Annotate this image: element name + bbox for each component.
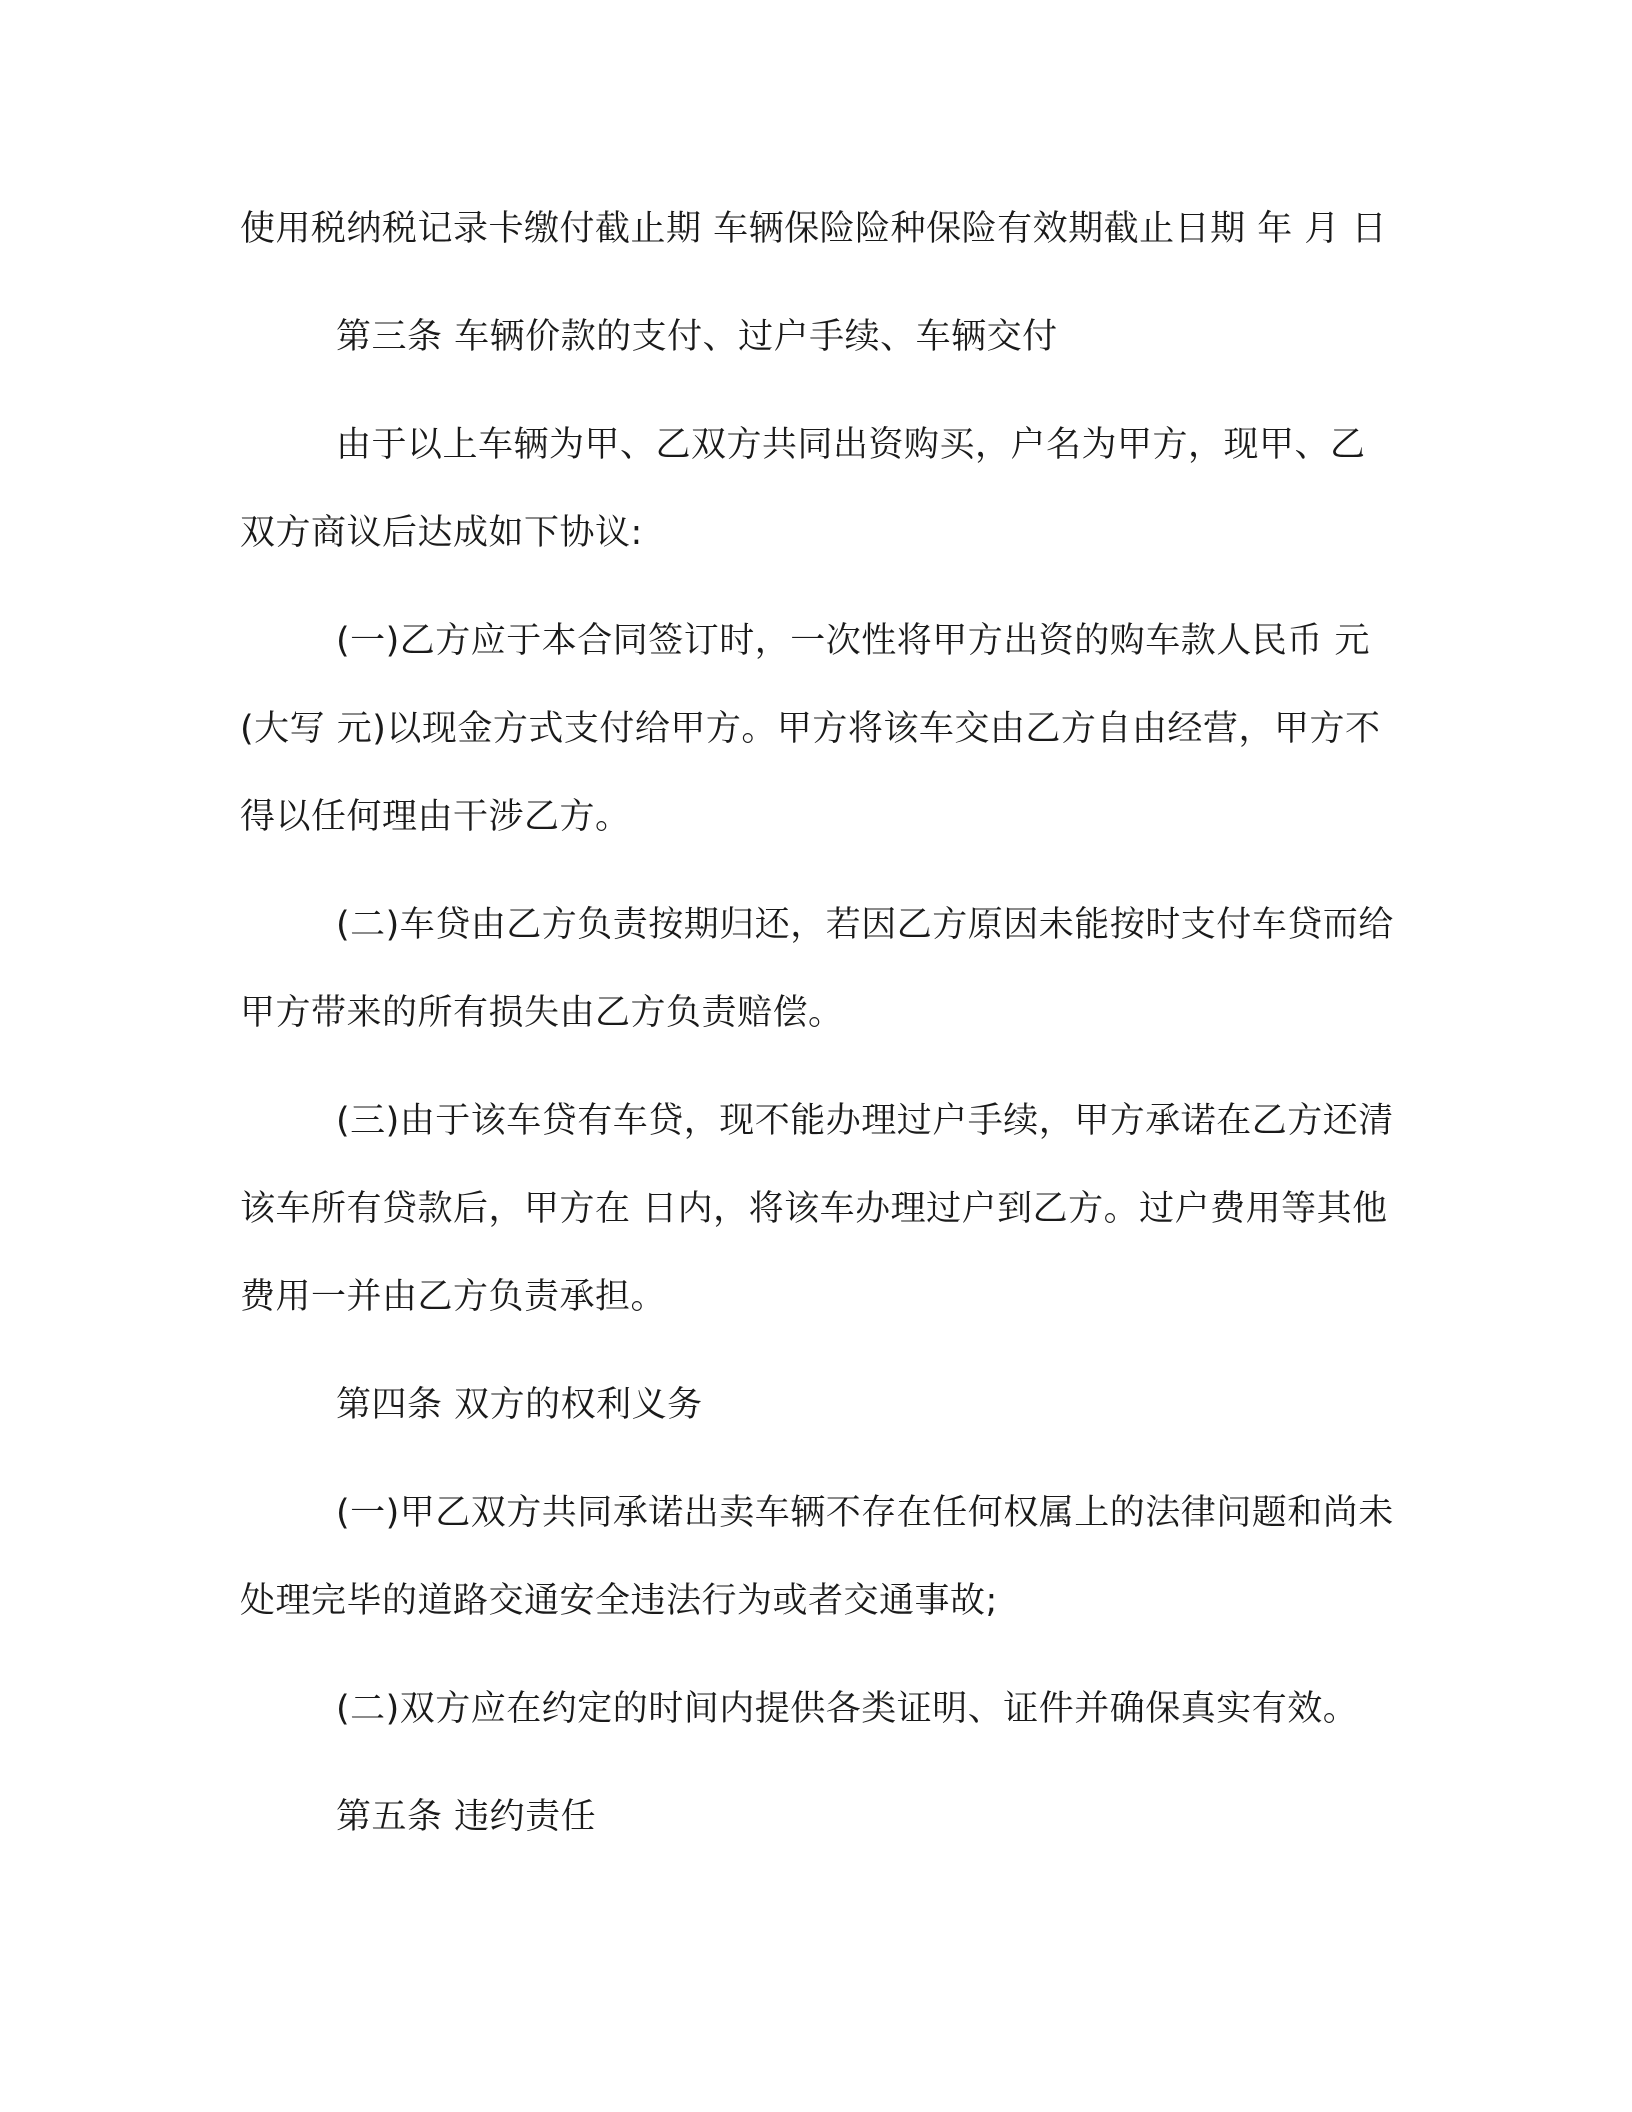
article-5-title: 第五条 违约责任 — [336, 1797, 597, 1837]
paragraph-article-3-intro: 由于以上车辆为甲、乙双方共同出资购买，户名为甲方，现甲、乙双方商议后达成如下协议: — [240, 425, 1366, 553]
paragraph-article-3-item-1: (一)乙方应于本合同签订时，一次性将甲方出资的购车款人民币 元(大写 元)以现金方式支付给甲方。甲方将该车交由乙方自由经营，甲方不得以任何理由干涉乙方。 — [240, 621, 1381, 837]
paragraph-article-4-item-2: (二)双方应在约定的时间内提供各类证明、证件并确保真实有效。 — [336, 1689, 1359, 1729]
paragraph-article-3-item-2: (二)车贷由乙方负责按期归还，若因乙方原因未能按时支付车贷而给甲方带来的所有损失由乙方负责赔偿。 — [240, 905, 1394, 1033]
article-4-title: 第四条 双方的权利义务 — [336, 1385, 703, 1425]
paragraph-article-4-item-1: (一)甲乙双方共同承诺出卖车辆不存在任何权属上的法律问题和尚未处理完毕的道路交通安全违法行为或者交通事故; — [240, 1493, 1394, 1621]
document-body — [240, 185, 1400, 1861]
paragraph-article-3-item-3: (三)由于该车贷有车贷，现不能办理过户手续，甲方承诺在乙方还清该车所有贷款后，甲方在 日内，将该车办理过户到乙方。过户费用等其他费用一并由乙方负责承担。 — [240, 1101, 1394, 1317]
article-3-title: 第三条 车辆价款的支付、过户手续、车辆交付 — [336, 317, 1058, 357]
paragraph-intro-continuation: 使用税纳税记录卡缴付截止期 车辆保险险种保险有效期截止日期 年 月 日 — [240, 209, 1388, 249]
